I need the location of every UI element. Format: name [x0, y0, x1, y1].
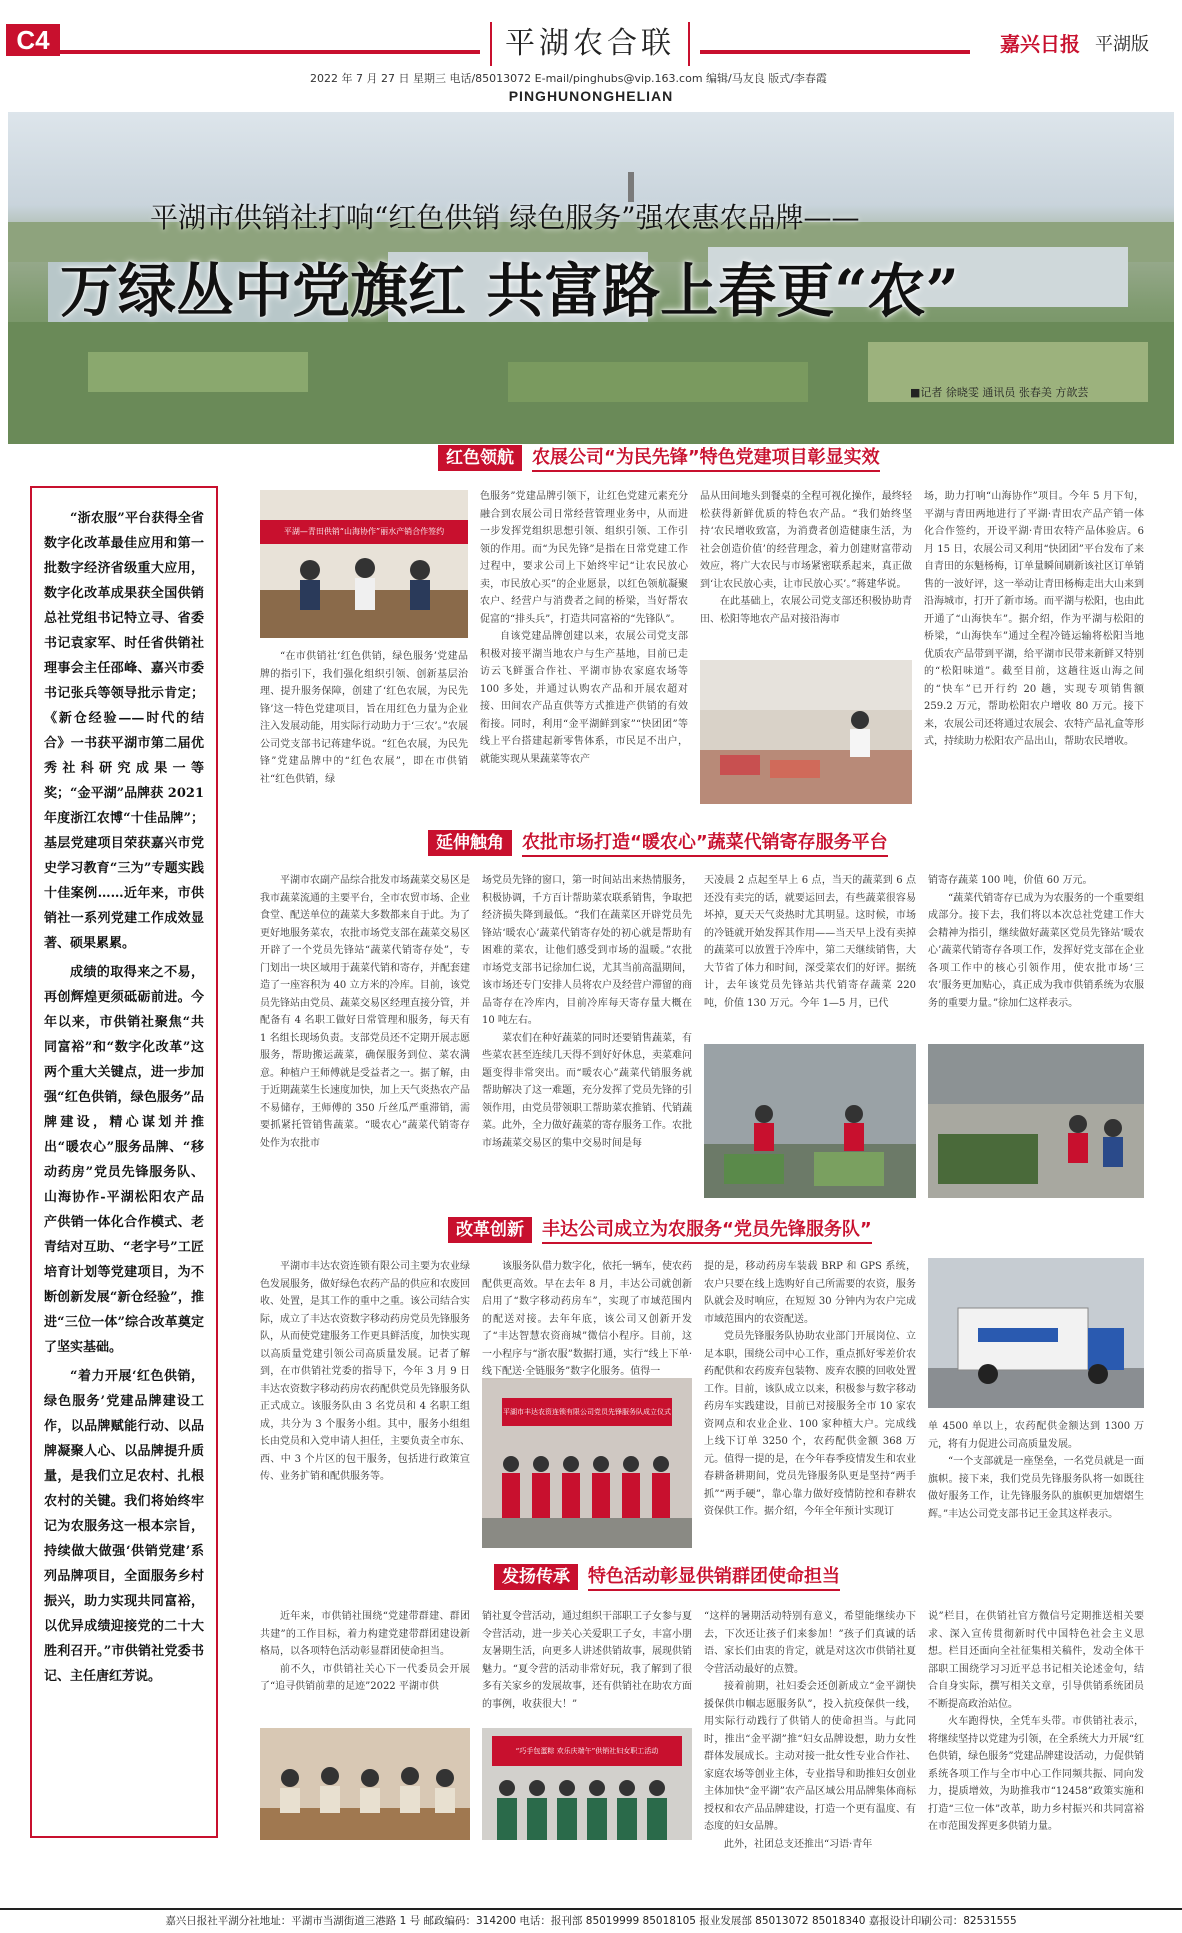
section2-col-a — [260, 872, 470, 1198]
section1-text-c2: 在此基础上，农展公司党支部还积极协助青田、松阳等地农产品对接沿海市 — [700, 596, 912, 625]
team-group-illustration — [482, 1378, 692, 1548]
newspaper-logo: 嘉兴日报 — [1000, 32, 1080, 56]
section4-header — [494, 1562, 840, 1590]
section4-text-c1: “这样的暑期活动特别有意义，希望能继续办下去，下次还让孩子们来参加！”孩子们真诚的话语、家长们由衷的肯定，就是对这次市供销社夏令营活动最好的点赞。 — [704, 1611, 916, 1675]
section3-text-a: 平湖市丰达农资连锁有限公司主要为农业绿色发展服务，做好绿色农药产品的供应和农废回收、处置，是其工作的重中之重。该公司结合实际，成立了丰达农资数字移动药房党员先锋服务队，从而使党建服务工作更具鲜活度，加快实现以高质量党建引领公司高质量发展。记者了解到，在市供销社党委的指导下，今年 3 月 9 日丰达农资数字移动药房农药配供党员先锋服务队正式成立。该服务队由 3 名党员和 4 名职工组成，共分为 3 个服务小组。其中，服务小组组长由党员和入党申请人担任，主要负责全市东、西、中 3 个片区的包干服务，包括进行政策宣传、业务扩销和配供服务等。 — [260, 1261, 470, 1482]
section4-text-d2: 火车跑得快，全凭车头带。市供销社表示，将继续坚持以党建为引领，在全系统大力开展“红色供销，绿色服务”党建品牌建设活动，力促供销系统各项工作与全市中心工作同频共振、同向发力，提质增效，为助推我市“12458”政策实施和打造“三位一体”改革，助力乡村振兴和共同富裕在市范围发挥更多供销力量。 — [928, 1716, 1144, 1832]
byline: ■记者 徐晓雯 通讯员 张春美 方歆芸 — [910, 386, 1089, 399]
section1-photo-2 — [700, 660, 912, 804]
section2-text-a: 平湖市农副产品综合批发市场蔬菜交易区是我市蔬菜流通的主要平台，全市农贸市场、企业食堂、配送单位的蔬菜大多数都来自于此。为了更好地服务菜农，农批市场党支部在蔬菜交易区开辟了一个党员先锋站“蔬菜代销寄存处”，专门划出一块区域用于蔬菜代销和寄存，并配套建造了一座容积为 40 立方米的冷库。目前，该党员先锋站由党员、蔬菜交易区经理直接分管，并配备有 4 名职工做好日常管理和服务，每天有 1 名组长现场负责。支部党员还不定期开展志愿服务，帮助搬运蔬菜，确保服务到位、菜农满意。种植户王师傅就是受益者之一。据了解，由于近期蔬菜生长速度加快，加上天气炎热农产品不易储存，王师傅的 350 斤丝瓜严重滞销，需要抓紧托管销售蔬菜。“暖农心”蔬菜代销寄存处作为农批市 — [260, 875, 470, 1149]
section4-text-d1: 说”栏目，在供销社官方微信号定期推送相关要求、深入宣传贯彻新时代中国特色社会主义思想。栏目还面向全社征集相关稿件，发动全体干部职工围绕学习习近平总书记相关论述金句，结合自身实际，撰写相关文章，引导供销系统团员不断提高政治站位。 — [928, 1611, 1144, 1710]
section1-col-c — [700, 488, 912, 638]
section3-text-b: 该服务队借力数字化，依托一辆车，使农药配供更高效。早在去年 8 月，丰达公司就创新启用了“数字移动药房车”，实现了市域范围内的配送对接。去年年底，该公司又创新开发了“丰达智慧农资商城”微信小程序。目前，这一小程序与“浙农服”数据打通，实行“线上下单·线下配送·全链服务”数字化服务。值得一 — [482, 1261, 692, 1377]
section1-header — [438, 443, 880, 471]
section3-photo-1 — [482, 1378, 692, 1548]
issue-info: 2022 年 7 月 27 日 星期三 电话/85013072 E-mail/pinghubs@vip.163.com 编辑/马友良 版式/李春霞 — [310, 72, 827, 85]
section3-photo-banner: 平湖市丰达农资连锁有限公司党员先锋服务队成立仪式 — [502, 1398, 672, 1426]
section2-col-b — [482, 872, 692, 1198]
section2-text-b2: 菜农们在种好蔬菜的同时还要销售蔬菜，有些菜农甚至连续几天得不到好好休息，卖菜难问题变得非常突出。而“暖农心”蔬菜代销服务就帮助解决了这一难题，充分发挥了党员先锋的引领作用，由党员带领职工帮助菜农推销、代销蔬菜。此外，全力做好蔬菜的寄存服务工作。农批市场蔬菜交易区的集中交易时间是每 — [482, 1032, 692, 1149]
delivery-truck-illustration — [928, 1258, 1144, 1408]
section-banner: 平湖农合联 — [490, 22, 690, 66]
section2-tag: 延伸触角 — [428, 830, 512, 856]
section3-text-c1: 提的是，移动药房车装载 BRP 和 GPS 系统，农户只要在线上选购好自己所需要的农资，服务队就会及时响应，在短短 30 分钟内为农户完成市域范围内的农资配送。 — [704, 1261, 916, 1325]
section1-text-a: “在市供销社‘红色供销，绿色服务’党建品牌的指引下，我们强化组织引领、创新基层治理、提升服务保障，创建了‘红色农展，为民先锋’这一特色党建项目，旨在用红色力量为企业注入发展动能，用实际行动助力于‘三农’。”农展公司党支部书记蒋建华说。“红色农展，为民先锋”党建品牌中的“红色农展”，即在市供销社“红色供销，绿 — [260, 651, 468, 785]
section3-tag: 改革创新 — [448, 1217, 532, 1243]
sub-headline: 平湖市供销社打响“红色供销 绿色服务”强农惠农品牌—— — [150, 201, 860, 234]
section1-photo-banner: 平湖—青田供销“山海协作”丽水产销合作签约 — [260, 520, 468, 544]
section1-title: 农展公司“为民先锋”特色党建项目彰显实效 — [532, 443, 880, 472]
section2-text-d1: 销寄存蔬菜 100 吨，价值 60 万元。 — [928, 875, 1093, 886]
section2-text-c1: 天凌晨 2 点起至早上 6 点，当天的蔬菜到 6 点还没有卖完的话，就要运回去，有些蔬菜很容易坏掉，夏天天气炎热时尤其明显。这时候，市场的冷链就开始发挥其作用——当天早上没有卖掉的蔬菜可以放置于冷库中，第二天继续销售，大大节省了体力和时间，深受菜农们的好评。据统计，去年该党员先锋站共代销寄存蔬菜 220 吨，价值 130 万元。今年 1—5 月，已代 — [704, 875, 916, 1009]
section1-col-b — [480, 488, 688, 804]
section4-tag: 发扬传承 — [494, 1564, 578, 1590]
vegetable-stall-illustration — [704, 1044, 916, 1198]
section2-photo-2 — [928, 1044, 1144, 1198]
section2-col-d — [928, 872, 1144, 1032]
section4-text-b: 销社夏令营活动，通过组织干部职工子女参与夏令营活动，进一步关心关爱职工子女，丰富小朋友暑期生活，向更多人讲述供销故事，展现供销魅力。“夏令营的活动非常好玩，我了解到了很多有关家乡的发展故事，还有供销社在助农方面的事例，收获很大！” — [482, 1611, 692, 1710]
section4-title: 特色活动彰显供销群团使命担当 — [588, 1562, 840, 1591]
section2-header — [428, 828, 888, 856]
edition-label: 平湖版 — [1095, 34, 1149, 55]
section4-text-c2: 接着前期，社妇委会还创新成立“金平湖快援保供巾帼志愿服务队”，投入抗疫保供一线，用实际行动践行了供销人的使命担当。与此同时，推出“金平湖”推“妇女品牌设想，助力女性群体发展成长。主动对接一批女性专业合作社、家庭农场等创业主体，专业指导和助推妇女创业主体加快“金平湖”农产品区域公用品牌集体商标授权和农产品品牌建设，打造一个更有温度、有态度的妇女品牌。 — [704, 1681, 916, 1832]
market-counter-illustration — [700, 660, 912, 804]
sidebar-paragraph: “着力开展‘红色供销，绿色服务’党建品牌建设工作，以品牌赋能行动、以品牌凝聚人心、以品牌提升质量，是我们立足农村、扎根农村的关键。我们将始终牢记为农服务这一根本宗旨，持续做大做强‘供销党建’系列品牌项目，全面服务乡村振兴，助力实现共同富裕，以优异成绩迎接党的二十大胜利召开。”市供销社党委书记、主任唐红芳说。 — [44, 1369, 204, 1684]
sidebar-paragraph: “浙农服”平台获得全省数字化改革最佳应用和第一批数字经济省级重大应用，数字化改革成果获全国供销总社党组书记特立寻、省委书记袁家军、时任省供销社理事会主任邵峰、嘉兴市委书记张兵等领导批示肯定；《新仓经验——时代的结合》一书获平湖市第二届优秀社科研究成果一等奖；“金平湖”品牌获 2021 年度浙江农博“十佳品牌”；基层党建项目荣获嘉兴市党史学习教育“三为”专题实践十佳案例……近年来，市供销社一系列党建工作成效显著、硕果累累。 — [44, 511, 204, 951]
section1-photo — [260, 490, 468, 638]
sidebar-paragraph: 成绩的取得来之不易，再创辉煌更须砥砺前进。今年以来，市供销社聚焦“共同富裕”和“数字化改革”这两个重大关键点，进一步加强“红色供销，绿色服务”品牌建设，精心谋划并推出“暖农心”服务品牌、“移动药房”党员先锋服务队、山海协作-平湖松阳农产品产供销一体化合作模式、老青结对互助、“老字号”工匠培育计划等党建项目，为不断创新发展“新仓经验”，推进“三位一体”综合改革奠定了坚实基础。 — [44, 965, 204, 1355]
section2-col-c — [704, 872, 916, 1032]
section2-photo-1 — [704, 1044, 916, 1198]
masthead — [0, 0, 1182, 104]
footer: 嘉兴日报社平湖分社地址：平湖市当湖街道三港路 1 号 邮政编码：314200 电话：报刊部 85019999 85018105 报业发展部 85013072 85018340 嘉报设计印刷公司：82531555 — [0, 1908, 1182, 1933]
cold-storage-illustration — [928, 1044, 1144, 1198]
section1-tag: 红色领航 — [438, 445, 522, 471]
section1-col-a — [260, 648, 468, 804]
section4-col-b — [482, 1608, 692, 1718]
section3-header — [448, 1215, 872, 1243]
masthead-rule-right — [700, 50, 970, 54]
sidebar-box — [30, 486, 218, 1838]
section3-text-c2: 党员先锋服务队协助农业部门开展岗位、立足本职，围绕公司中心工作，重点抓好零差价农药配供和农药废弃包装物、废弃农膜的回收处置工作。目前，该队成立以来，积极参与数字移动药房车实践建设，目前已对接服务全市 10 家农资网点和农业企业、100 家种植大户。完成线上线下订单 3250 个，农药配供金额 368 万元。值得一提的是，在今年春季疫情发生和农业春耕备耕期间，党员先锋服务队更是坚持“两手抓”“两手硬”，靠心靠力做好疫情防控和春耕农资保供工作。据介绍，今年全年预计实现订 — [704, 1331, 916, 1517]
section1-text-b2: 自该党建品牌创建以来，农展公司党支部积极对接平湖当地农户与生产基地，目前已走访云飞鲜蛋合作社、平湖市协农家庭农场等 100 多处，并通过认购农产品和开展农超对接、田间农产品直供等方式推进产供销的有效衔接。同时，利用“金平湖鲜到家”“快团团”等线上平台搭建起新零售体系，市民足不出户，就能实现从果蔬菜等农产 — [480, 631, 688, 765]
section1-text-b1: 色服务”党建品牌引领下，让红色党建元素充分融合到农展公司日常经营管理业务中，从而进一步发挥党组织思想引领、组织引领、工作引领的作用。而“为民先锋”是指在日常党建工作过程中，要求公司上下始终牢记“让农民放心卖，市民放心买”的企业愿景，以红色领航凝聚农户、经营户与消费者之间的桥梁，当好帮农促富的“排头兵”，打造共同富裕的“先锋队”。 — [480, 491, 688, 625]
section4-text-a1: 近年来，市供销社围绕“党建带群建、群团共建”的工作目标，着力构建党建带群团建设新格局，以各项特色活动彰显群团使命担当。 — [260, 1611, 470, 1657]
main-headline: 万绿丛中党旗红 共富路上春更“农” — [60, 257, 959, 325]
section3-text-d2: “一个支部就是一座堡垒，一名党员就是一面旗帜。接下来，我们党员先锋服务队将一如既往做好服务工作，让先锋服务队的旗帜更加熠熠生辉。”丰达公司党支部书记王金其这样表示。 — [928, 1456, 1144, 1520]
summer-camp-illustration — [260, 1728, 470, 1840]
masthead-rule-left — [60, 50, 480, 54]
section3-col-a — [260, 1258, 470, 1548]
section1-col-d — [924, 488, 1144, 804]
section4-photo-banner: “巧手包蛋粽 欢乐庆端午”供销社妇女职工活动 — [492, 1736, 682, 1766]
section3-col-b — [482, 1258, 692, 1377]
section1-text-d: 场，助力打响“山海协作”项目。今年 5 月下旬，平湖与青田两地进行了平湖·青田农产品产销一体化合作签约，开设平湖·青田农特产品体验店。6 月 15 日，农展公司又利用“快团团”平台发布了来自青田的东魁杨梅，订单量瞬间刷新该社区订单销售的一波好评，这一举动让青田杨梅走出大山来到沿海城市，打开了新市场。而平湖与松阳，也由此开通了“山海快车”。据介绍，作为平湖与松阳的桥梁，“山海快车”通过全程冷链运输将松阳当地优质农产品带到平湖，给平湖市民带来新鲜又特别的“松阳味道”。截至目前，这趟往返山海之间的“快车”已开行约 20 趟，实现专项销售额 259.2 万元，帮助松阳农户增收 80 万元。接下来，农展公司还将通过农展会、农特产品礼盒等形式，持续助力松阳农产品出山，帮助农民增收。 — [924, 491, 1144, 747]
page-number: C4 — [6, 24, 60, 56]
section2-title: 农批市场打造“暖农心”蔬菜代销寄存服务平台 — [522, 828, 888, 857]
signing-ceremony-illustration — [260, 490, 468, 638]
section3-col-c — [704, 1258, 916, 1548]
section4-photo-1 — [260, 1728, 470, 1840]
section1-text-c1: 品从田间地头到餐桌的全程可视化操作，最终轻松获得新鲜优质的特色农产品。“我们始终坚持‘农民增收致富，为消费者创造健康生活，为社会创造价值’的经营理念，着力创建财富带动效应，将广大农民与市场紧密联系起来，真正做到‘让农民放心卖，让市民放心买’。”蒋建华说。 — [700, 491, 912, 590]
section4-photo-2 — [482, 1728, 692, 1840]
section4-text-a2: 前不久，市供销社关心下一代委员会开展了“追寻供销前辈的足迹”2022 平湖市供 — [260, 1663, 470, 1692]
pinyin-title: PINGHUNONGHELIAN — [508, 88, 674, 104]
section3-col-d — [928, 1418, 1144, 1548]
section3-photo-2 — [928, 1258, 1144, 1408]
section3-text-d1: 单 4500 单以上，农药配供金额达到 1300 万元，将有力促进公司高质量发展。 — [928, 1421, 1144, 1450]
section4-col-d — [928, 1608, 1144, 1840]
womens-activity-illustration — [482, 1728, 692, 1840]
section2-text-d2: “蔬菜代销寄存已成为为农服务的一个重要组成部分。接下去，我们将以本次总社党建工作大会精神为指引，继续做好蔬菜区党员先锋站‘暖农心’蔬菜代销寄存各项工作，发挥好党支部在企业各项工作中的核心引领作用，使农批市场‘三农’服务更加贴心，真正成为我市供销系统为农服务的重要力量。”徐加仁这样表示。 — [928, 892, 1144, 1009]
section2-text-b1: 场党员先锋的窗口，第一时间站出来热情服务，积极协调，千方百计帮助菜农联系销售，争取把经济损失降到最低。“我们在蔬菜区开辟党员先锋站‘暖农心’蔬菜代销寄存处的初心就是帮助有困难的菜农，让他们感受到市场的温暖。”农批市场党支部书记徐加仁说，尤其当前高温期间，该市场还专门安排人员将农户及经营户滞留的商品寄存在冷库内，目前冷库每天寄存量大概在 10 吨左右。 — [482, 875, 692, 1026]
section4-col-a — [260, 1608, 470, 1718]
section4-text-c3: 此外，社团总支还推出“习语·青年 — [724, 1838, 873, 1850]
section4-col-c — [704, 1608, 916, 1850]
section3-title: 丰达公司成立为农服务“党员先锋服务队” — [542, 1215, 872, 1244]
